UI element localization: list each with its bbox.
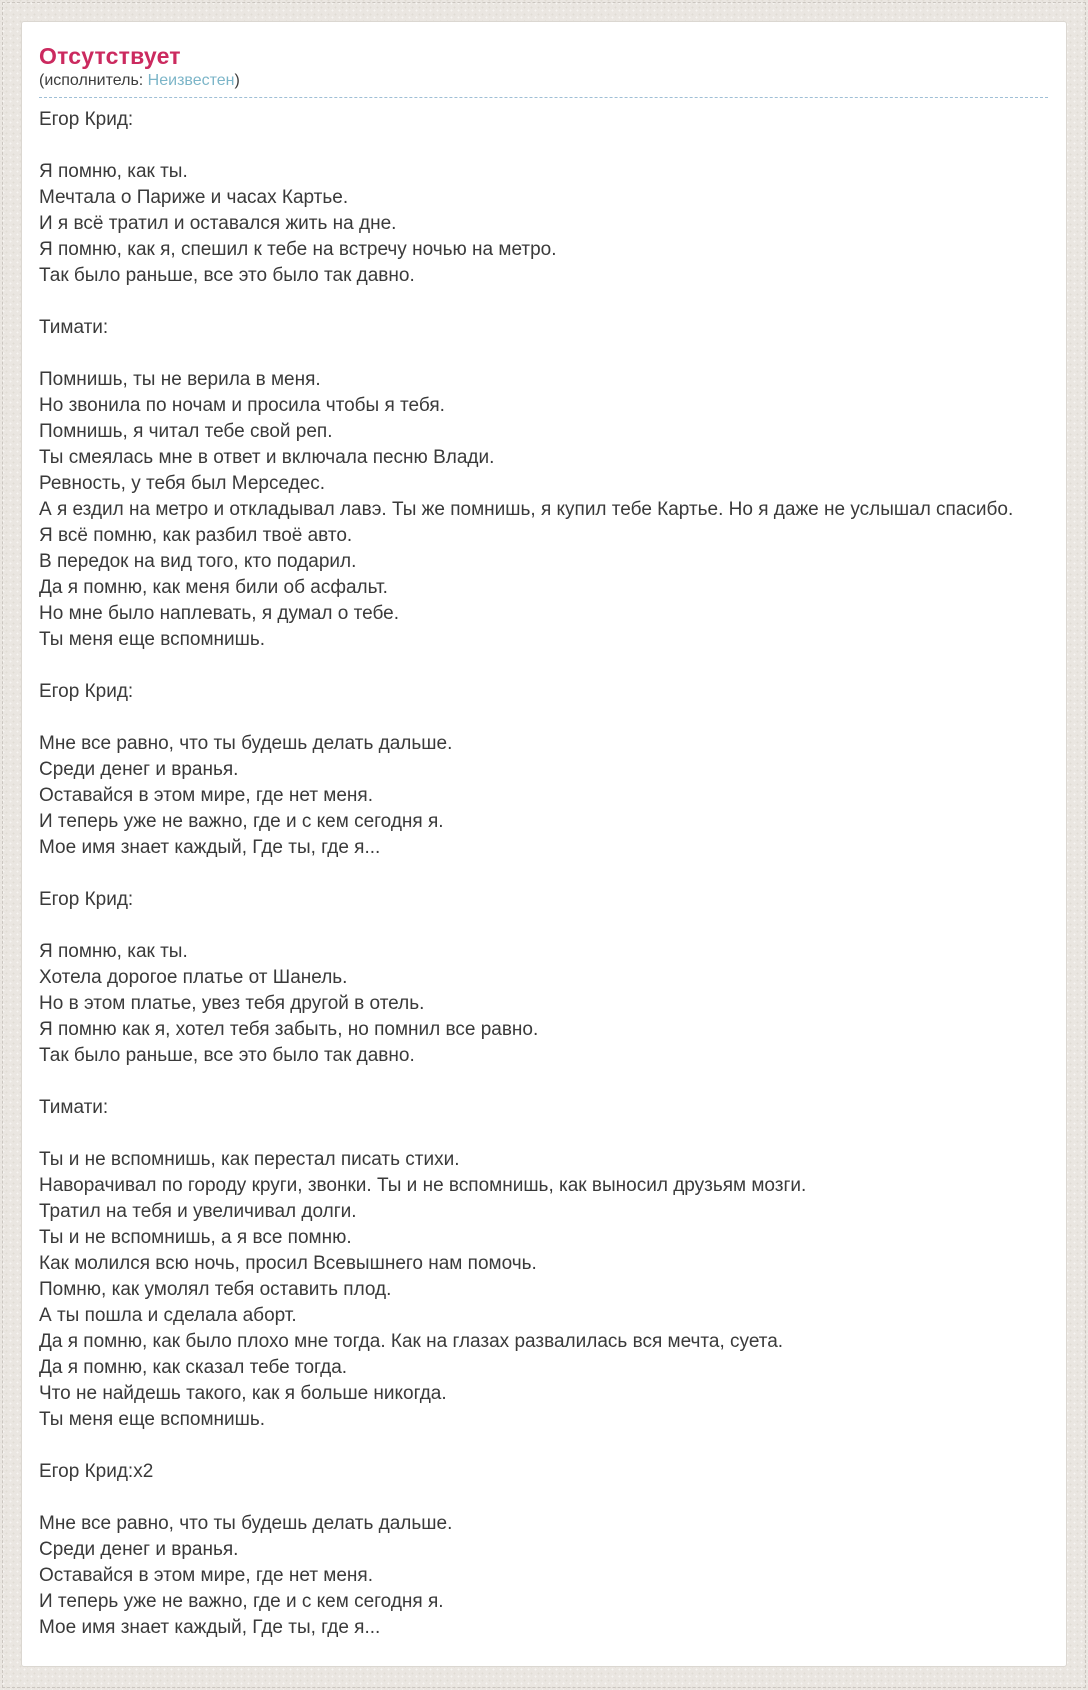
lyrics-line: Да я помню, как меня били об асфальт. [39,577,388,598]
lyrics-line: Помнишь, ты не верила в меня. [39,369,321,390]
lyrics-line: Да я помню, как было плохо мне тогда. Как на глазах развалилась вся мечта, суета. [39,1331,784,1352]
lyrics-line: Я помню как я, хотел тебя забыть, но помнил все равно. [39,1019,539,1040]
lyrics-line: Среди денег и вранья. [39,759,239,780]
lyrics-line: Ты и не вспомнишь, как перестал писать стихи. [39,1149,460,1170]
lyrics-line [39,341,1062,367]
lyrics-line: Среди денег и вранья. [39,1539,239,1560]
lyrics-line: Ты и не вспомнишь, а я все помню. [39,1227,352,1248]
artist-line [39,71,1062,91]
lyrics-line [39,913,1062,939]
lyrics-line: Как молился всю ночь, просил Всевышнего нам помочь. [39,1253,537,1274]
lyrics-line: Я всё помню, как разбил твоё авто. [39,525,353,546]
lyrics-line: Оставайся в этом мире, где нет меня. [39,1565,373,1586]
lyrics-line: И я всё тратил и оставался жить на дне. [39,213,397,234]
artist-link[interactable]: Неизвестен [147,72,235,89]
lyrics-line [39,861,1062,887]
lyrics-line: Но звонила по ночам и просила чтобы я тебя. [39,395,445,416]
lyrics-line: Мое имя знает каждый, Где ты, где я... [39,837,381,858]
lyrics-line: Наворачивал по городу круги, звонки. Ты и не вспомнишь, как выносил друзьям мозги. [39,1175,807,1196]
lyrics-line: Мечтала о Париже и часах Картье. [39,187,349,208]
lyrics-line: Да я помню, как сказал тебе тогда. [39,1357,348,1378]
lyrics-line: Я помню, как ты. [39,941,188,962]
lyrics-line: Ты меня еще вспомнишь. [39,1409,266,1430]
lyrics-line: Но мне было наплевать, я думал о тебе. [39,603,399,624]
lyrics-line: Ты меня еще вспомнишь. [39,629,266,650]
lyrics-line: Ревность, у тебя был Мерседес. [39,473,326,494]
lyrics-line: А я ездил на метро и откладывал лавэ. Ты же помнишь, я купил тебе Картье. Но я даже не услышал спасибо. [39,499,1014,520]
lyrics-line: Ты смеялась мне в ответ и включала песню Влади. [39,447,495,468]
lyrics-line: И теперь уже не важно, где и с кем сегодня я. [39,1591,444,1612]
lyrics-text [39,107,1062,1641]
lyrics-line: Оставайся в этом мире, где нет меня. [39,785,373,806]
lyrics-line: В передок на вид того, кто подарил. [39,551,357,572]
lyrics-line [39,705,1062,731]
lyrics-line: Что не найдешь такого, как я больше никогда. [39,1383,447,1404]
lyrics-line: Егор Крид:x2 [39,1461,154,1482]
lyrics-line: Я помню, как я, спешил к тебе на встречу ночью на метро. [39,239,557,260]
lyrics-line: Тимати: [39,1097,109,1118]
lyrics-line: Мое имя знает каждый, Где ты, где я... [39,1617,381,1638]
artist-label-prefix: (исполнитель: [39,72,148,89]
lyrics-line [39,1485,1062,1511]
lyrics-line: Тимати: [39,317,109,338]
lyrics-line: Егор Крид: [39,889,134,910]
lyrics-line: Тратил на тебя и увеличивал долги. [39,1201,357,1222]
lyrics-line: Помнишь, я читал тебе свой реп. [39,421,333,442]
lyrics-line: Я помню, как ты. [39,161,188,182]
dashed-separator [39,97,1048,98]
lyrics-line [39,289,1062,315]
lyrics-line: Но в этом платье, увез тебя другой в отель. [39,993,425,1014]
lyrics-line: Егор Крид: [39,681,134,702]
lyrics-line [39,1433,1062,1459]
lyrics-line: Так было раньше, все это было так давно. [39,1045,415,1066]
lyrics-line: Так было раньше, все это было так давно. [39,265,415,286]
page-title: Отсутствует [39,43,181,69]
lyrics-line: Хотела дорогое платье от Шанель. [39,967,348,988]
lyrics-line: Помню, как умолял тебя оставить плод. [39,1279,392,1300]
lyrics-line [39,1069,1062,1095]
lyrics-line [39,653,1062,679]
lyrics-line: Мне все равно, что ты будешь делать дальше. [39,733,453,754]
lyrics-line: А ты пошла и сделала аборт. [39,1305,297,1326]
artist-label-suffix: ) [234,72,240,89]
lyrics-line: И теперь уже не важно, где и с кем сегодня я. [39,811,444,832]
lyrics-line: Егор Крид: [39,109,134,130]
lyrics-line [39,133,1062,159]
lyrics-line [39,1121,1062,1147]
content-card [21,21,1067,1667]
lyrics-line: Мне все равно, что ты будешь делать дальше. [39,1513,453,1534]
